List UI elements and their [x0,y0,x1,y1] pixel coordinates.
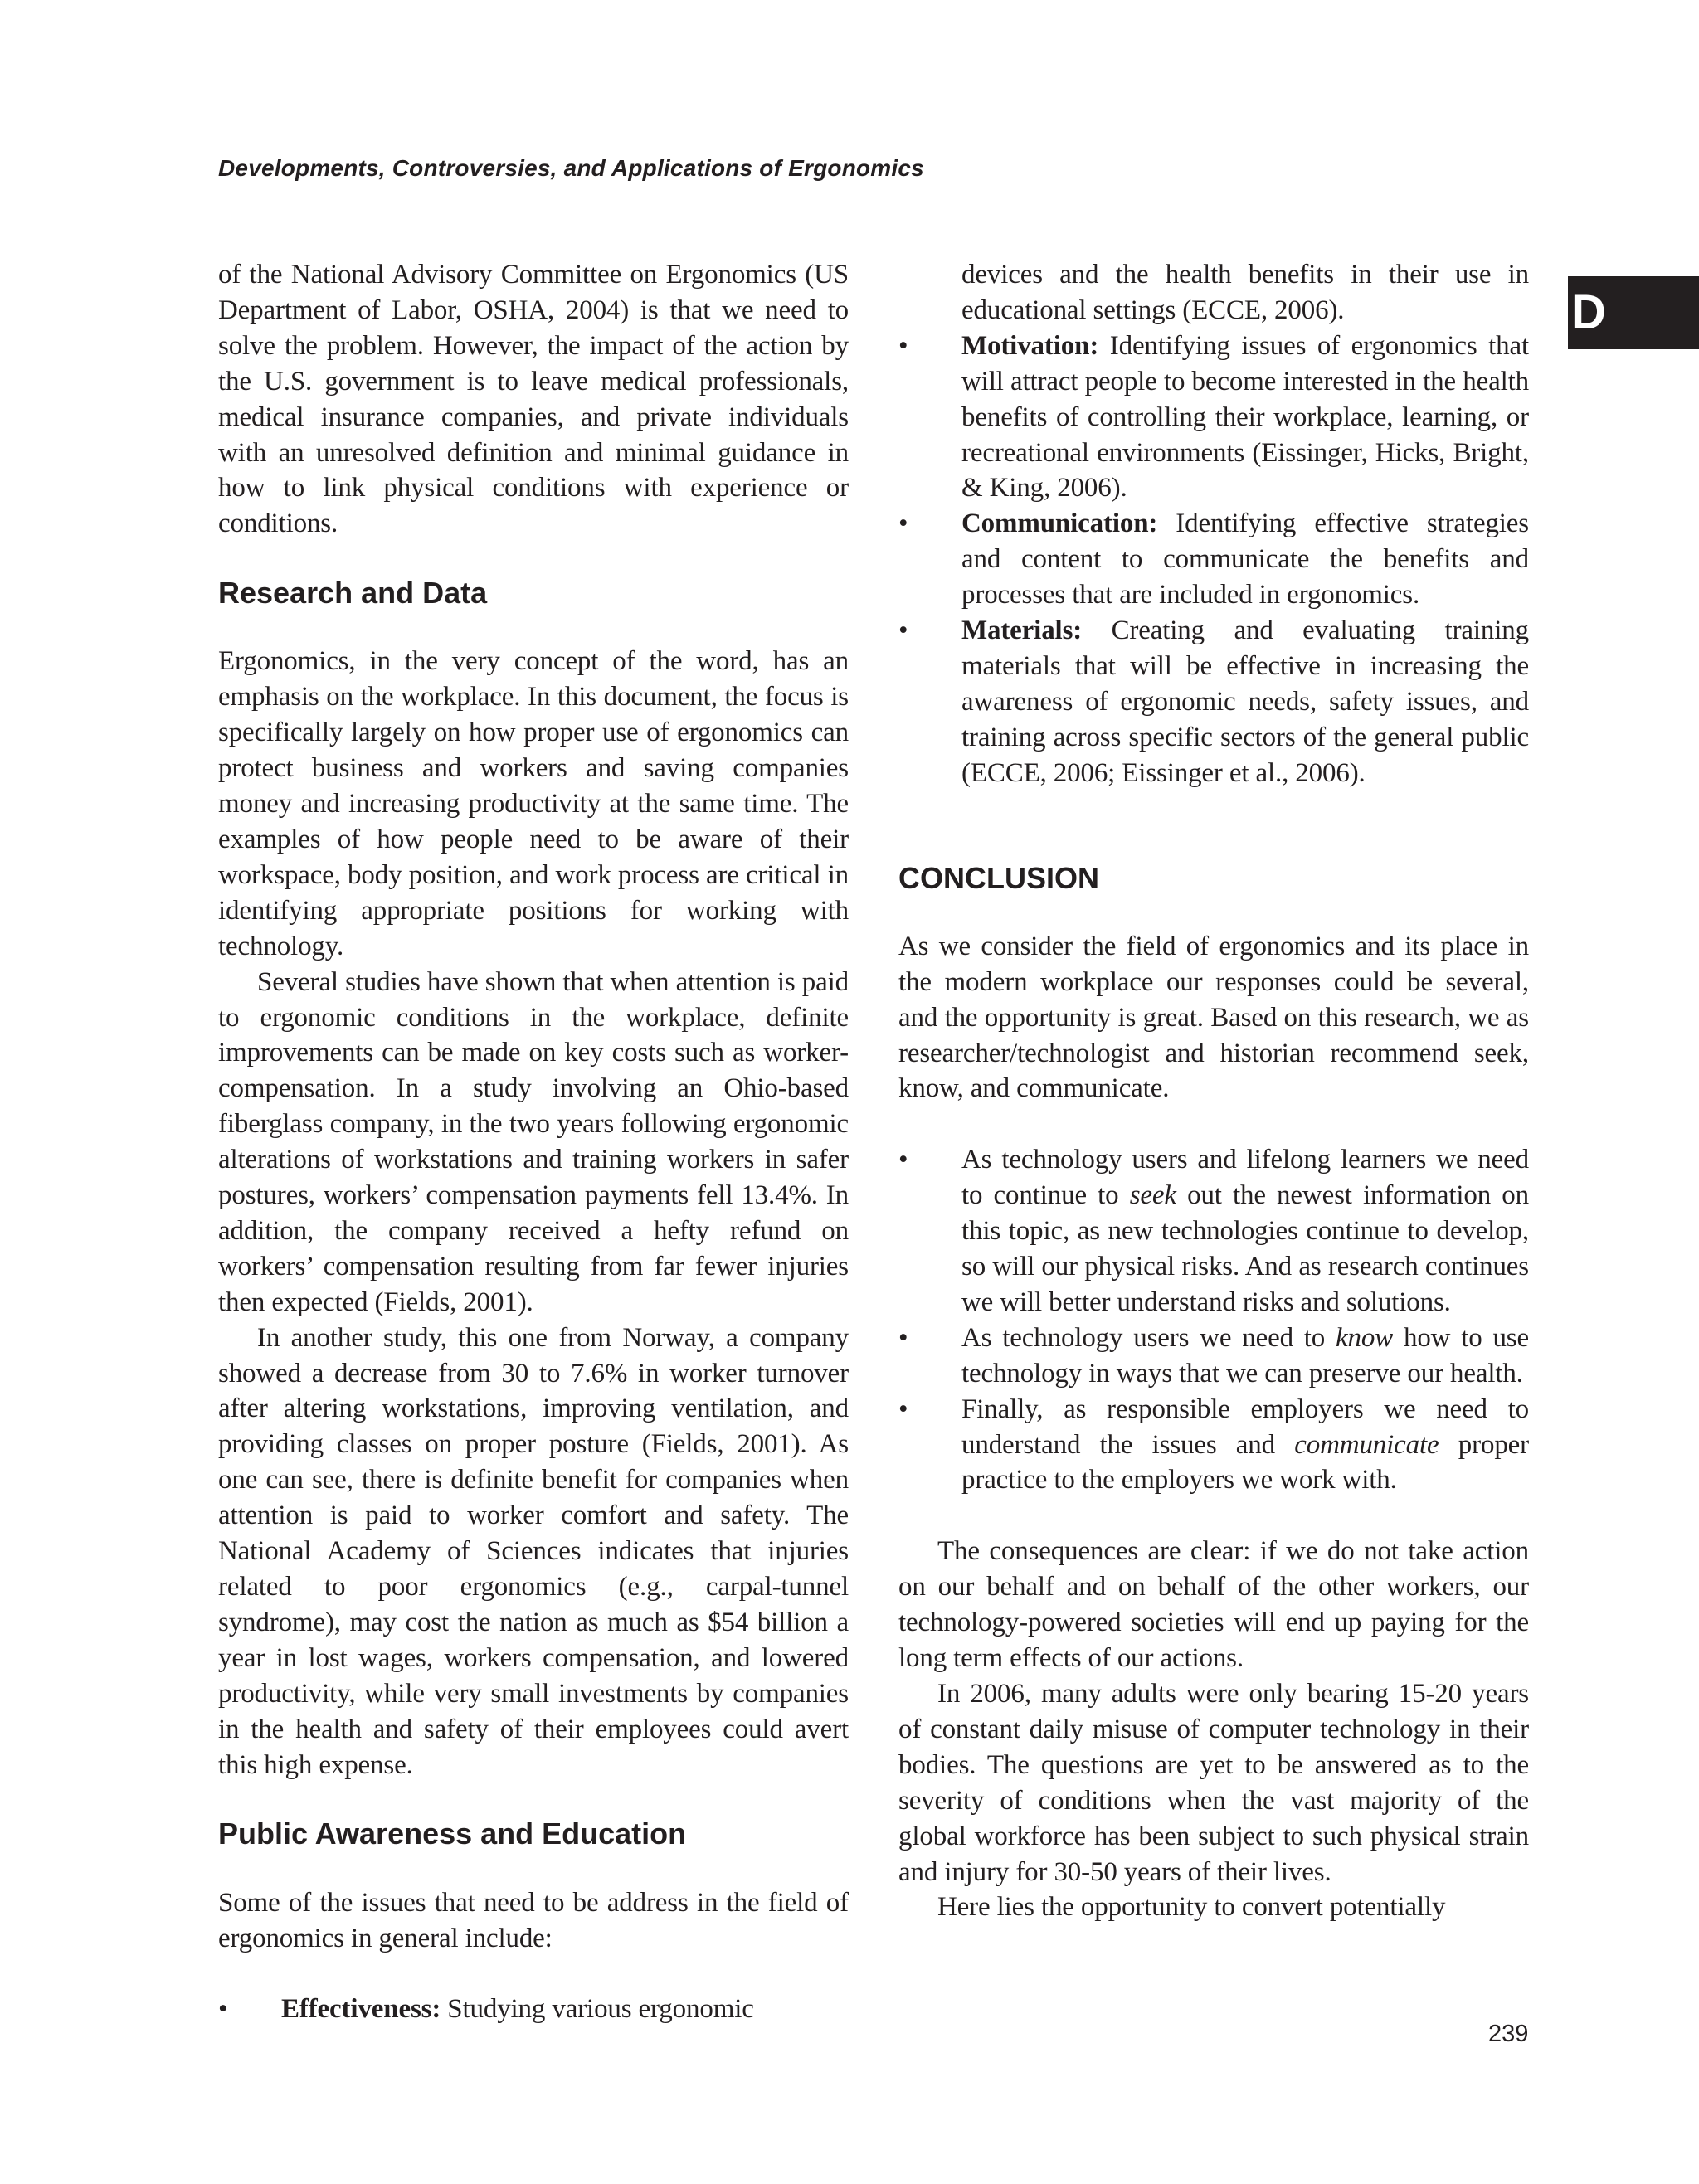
effectiveness-text: Studying various ergonomic [441,1994,754,2025]
motivation-text: Identifying issues of ergonomics that will attract people to become interested in the health benefits of controlling their workplace, learning, or recreational environments (Eissinger, Hicks, Bright, & King, 2006). [961,330,1529,503]
effectiveness-label: Effectiveness: [281,1994,441,2025]
conclusion-paragraph-3: In 2006, many adults were only bearing 15-20 years of constant daily misuse of computer technology in their bodies. The questions are yet to be answered as to the severity of conditions when the vast majority of the global workforce has been subject to such physical strain and injury for 30-50 years of their lives. [898,1679,1529,1887]
issues-list [898,257,1529,791]
list-item-effectiveness [218,1992,849,2027]
rec-communicate-post: proper practice to the employers we work with. [961,1429,1530,1496]
rec-know-emphasis: know [1336,1322,1394,1353]
research-paragraph-3: In another study, this one from Norway, a company showed a decrease from 30 to 7.6% in worker turnover after altering workstations, improving ventilation, and providing classes on proper posture (Fields, 2001). As one can see, there is definite benefit for companies when attention is paid to worker comfort and safety. The National Academy of Sciences indicates that injuries related to poor ergonomics (e.g., carpal-tunnel syndrome), may cost the nation as much as $54 billion a year in lost wages, workers compensation, and lowered productivity, while very small investments by companies in the health and safety of their employees could avert this high expense. [218,1322,849,1780]
rec-seek-post: out the newest information on this topic, as new technologies continue to develop, so will our physical risks. And as research continues we will better understand risks and solutions. [961,1180,1530,1317]
communication-label: Communication: [961,508,1158,539]
rec-communicate-pre: Finally, as responsible employers we need to understand the issues and [961,1394,1529,1460]
recommendation-know [898,1321,1529,1392]
conclusion-heading: CONCLUSION [898,860,1099,895]
conclusion-paragraph-2: The consequences are clear: if we do not take action on our behalf and on behalf of the other workers, our technology-powered societies will end up paying for the long term effects of our actions. [898,1536,1529,1674]
communication-text: Identifying effective strategies and content to communicate the benefits and processes that are included in ergonomics. [961,508,1529,610]
intro-paragraph: of the National Advisory Committee on Ergonomics (US Department of Labor, OSHA, 2004) is that we need to solve the problem. However, the impact of the action by the U.S. government is to leave medical professionals, medical insurance companies, and private individuals with an unresolved definition and minimal guidance in how to link physical conditions with experience or conditions. [218,260,849,539]
research-paragraph-1: Ergonomics, in the very concept of the word, has an emphasis on the workplace. In this document, the focus is specifically largely on how proper use of ergonomics can protect business and workers and saving companies money and increasing productivity at the same time. The examples of how people need to be aware of their workspace, body position, and work process are critical in identifying appropriate positions for working with technology. [218,646,849,961]
rec-seek-pre: As technology users and lifelong learners we need to continue to [961,1145,1529,1211]
recommendation-seek [898,1142,1529,1321]
recommendations-list [898,1142,1529,1498]
materials-label: Materials: [961,615,1083,646]
section-tab: D [1568,276,1699,349]
recommendation-communicate [898,1392,1529,1499]
public-awareness-heading: Public Awareness and Education [218,1817,687,1851]
list-item-materials [898,613,1529,791]
public-awareness-paragraph: Some of the issues that need to be address in the field of ergonomics in general include: [218,1887,849,1953]
issues-list-start [218,1992,849,2027]
research-paragraph-2: Several studies have shown that when attention is paid to ergonomic conditions in the workplace, definite improvements can be made on key costs such as worker-compensation. In a study involving an Ohio-based fiberglass company, in the two years following ergonomic alterations of workstations and training workers in safer postures, workers’ compensation payments fell 13.4%. In addition, the company received a hefty refund on workers’ compensation resulting from far fewer injuries then expected (Fields, 2001). [218,966,849,1317]
conclusion-paragraph-4: Here lies the opportunity to convert potentially [937,1892,1446,1923]
rec-seek-emphasis: seek [1129,1180,1176,1211]
left-column [218,257,849,2027]
list-item-effectiveness-continued: devices and the health benefits in their use in educational settings (ECCE, 2006). [961,260,1529,325]
motivation-label: Motivation: [961,330,1099,361]
list-item-motivation [898,328,1529,507]
running-title: Developments, Controversies, and Applications of Ergonomics [218,155,924,181]
rec-communicate-emphasis: communicate [1294,1429,1439,1460]
materials-text: Creating and evaluating training materials that will be effective in increasing the awareness of ergonomic needs, safety issues, and training across specific sectors of the general public (ECCE, 2006; Eissinger et al., 2006). [961,615,1529,788]
list-item-communication [898,506,1529,613]
page-number: 239 [1488,2021,1529,2047]
right-column [898,257,1529,1925]
rec-know-pre: As technology users we need to [961,1322,1336,1353]
rec-know-post: how to use technology in ways that we can preserve our health. [961,1322,1529,1389]
research-heading: Research and Data [218,576,488,610]
conclusion-paragraph-1: As we consider the field of ergonomics and its place in the modern workplace our responses could be several, and the opportunity is great. Based on this research, we as researcher/technologist and historian recommend seek, know, and communicate. [898,931,1529,1104]
